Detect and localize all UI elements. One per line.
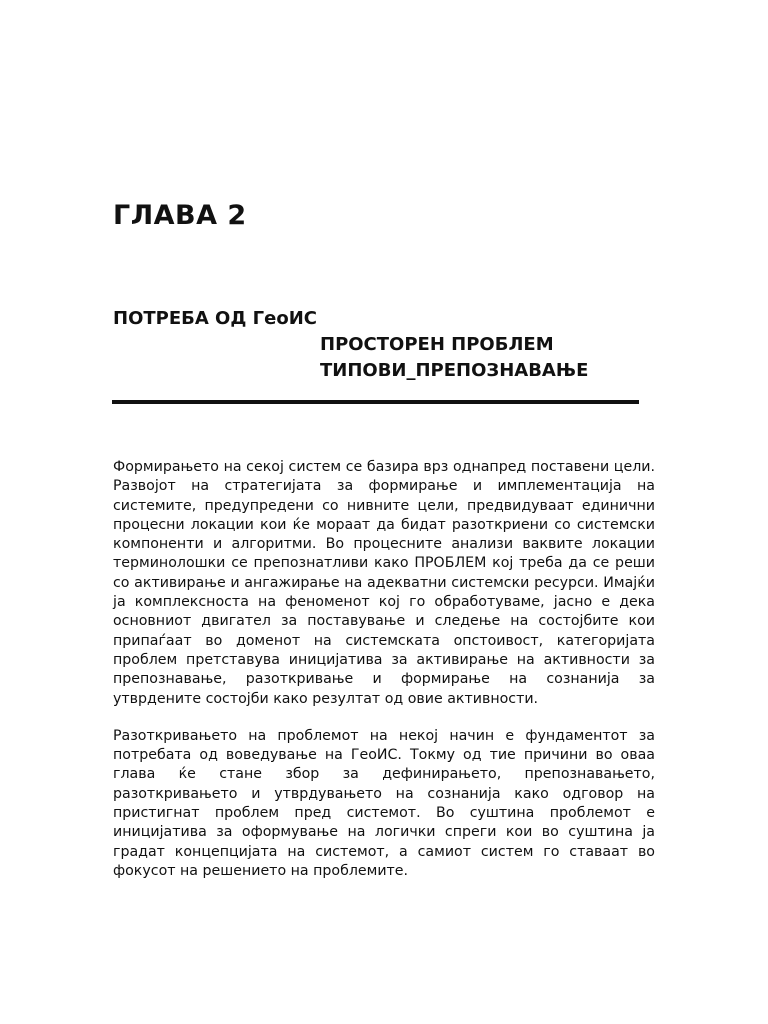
paragraph-1: Формирањето на секој систем се базира врз однапред поставени цели. Развојот на стратегијата за формирање и имплементација на системите, предупредени со нивните цели, предвидуваат единични процесни локации кои ќе мораат да бидат разоткриени со системски компоненти и алгоритми. Во процесните анализи ваквите локации терминолошки се препознатливи како ПРОБЛЕМ кој треба да се реши со активирање и ангажирање на адекватни системски ресурси. Имајќи ја комплексноста на феноменот кој го обработуваме, јасно е дека основниот двигател за поставување и следење на состојбите кои припаѓаат во доменот на системската опстоивост, категоријата проблем претставува иницијатива за активирање на активности за препознавање, разоткривање и формирање на сознанија за утврдените состојби како резултат од овие активности. — [113, 459, 655, 707]
horizontal-rule — [112, 400, 639, 404]
section-headings — [113, 306, 643, 384]
section-heading-3: ТИПОВИ_ПРЕПОЗНАВАЊЕ — [320, 360, 589, 381]
section-heading-2: ПРОСТОРЕН ПРОБЛЕМ — [320, 334, 554, 355]
section-heading-1: ПОТРЕБА ОД ГеоИС — [113, 308, 317, 329]
body-text — [113, 458, 655, 899]
chapter-title: ГЛАВА 2 — [113, 200, 247, 231]
paragraph-2: Разоткривањето на проблемот на некој начин е фундаментот за потребата од воведување на ГеоИС. Токму од тие причини во оваа глава ќе стане збор за дефинирањето, препознавањето, разоткривањето и утврдувањето на сознанија како одговор на пристигнат проблем пред системот. Во суштина проблемот е иницијатива за оформување на логички спреги кои во суштина ја градат концепцијата на системот, а самиот систем го ставаат во фокусот на решението на проблемите. — [113, 727, 655, 879]
